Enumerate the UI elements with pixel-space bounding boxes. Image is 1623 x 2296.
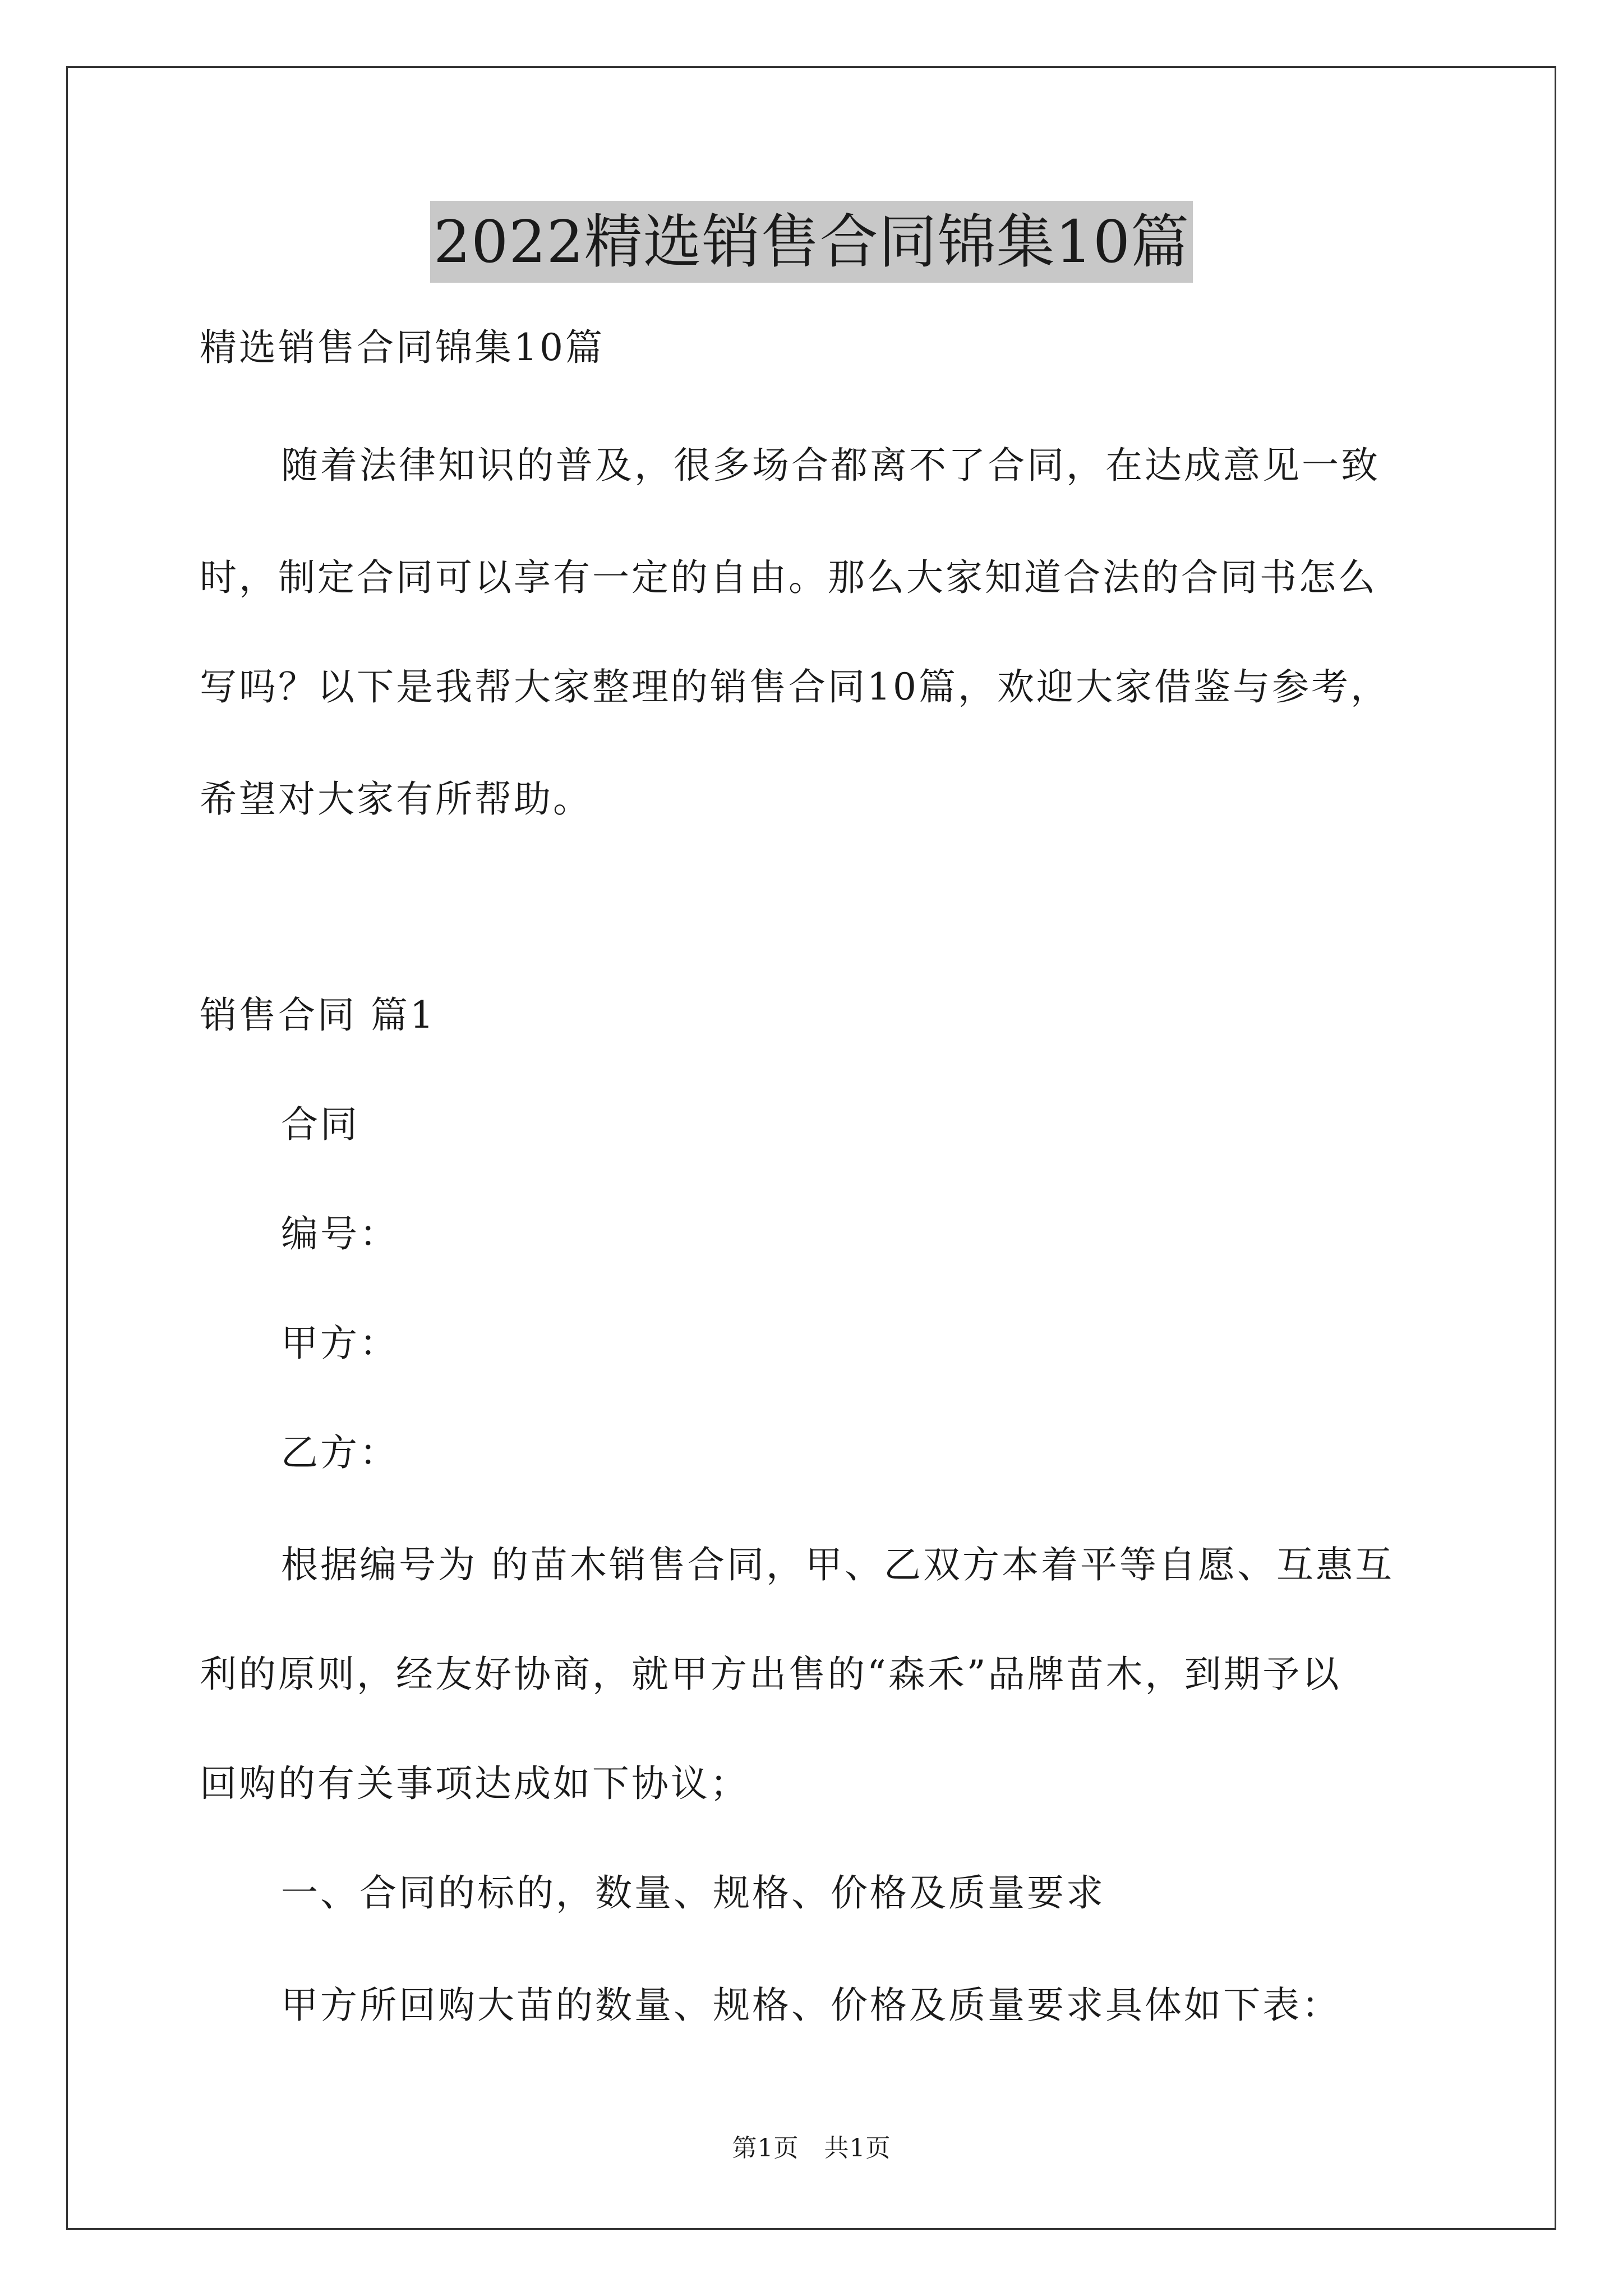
party-a-label: 甲方： (281, 1322, 399, 1365)
intro-line-1: 随着法律知识的普及，很多场合都离不了合同，在达成意见一致 (281, 444, 1380, 487)
clause-1-heading: 一、合同的标的，数量、规格、价格及质量要求 (281, 1871, 1105, 1915)
intro-line-2: 时，制定合同可以享有一定的自由。那么大家知道合法的合同书怎么 (200, 556, 1377, 599)
party-b-label: 乙方： (281, 1431, 399, 1474)
subtitle: 精选销售合同锦集10篇 (200, 326, 605, 369)
clause-1-text: 甲方所回购大苗的数量、规格、价格及质量要求具体如下表： (281, 1984, 1341, 2027)
body-line-2: 利的原则，经友好协商，就甲方出售的“森禾”品牌苗木，到期予以 (200, 1653, 1341, 1696)
title-container (0, 201, 1623, 283)
intro-line-4: 希望对大家有所帮助。 (200, 777, 592, 821)
page-footer: 第1页 共1页 (732, 2134, 891, 2162)
document-title: 2022精选销售合同锦集10篇 (430, 201, 1193, 283)
contract-label: 合同 (281, 1103, 359, 1146)
body-line-1: 根据编号为 的苗木销售合同，甲、乙双方本着平等自愿、互惠互 (281, 1543, 1394, 1586)
body-line-3: 回购的有关事项达成如下协议； (200, 1762, 749, 1805)
section-heading: 销售合同 篇1 (200, 993, 436, 1037)
number-label: 编号： (281, 1212, 399, 1255)
intro-line-3: 写吗？以下是我帮大家整理的销售合同10篇，欢迎大家借鉴与参考， (200, 665, 1390, 708)
